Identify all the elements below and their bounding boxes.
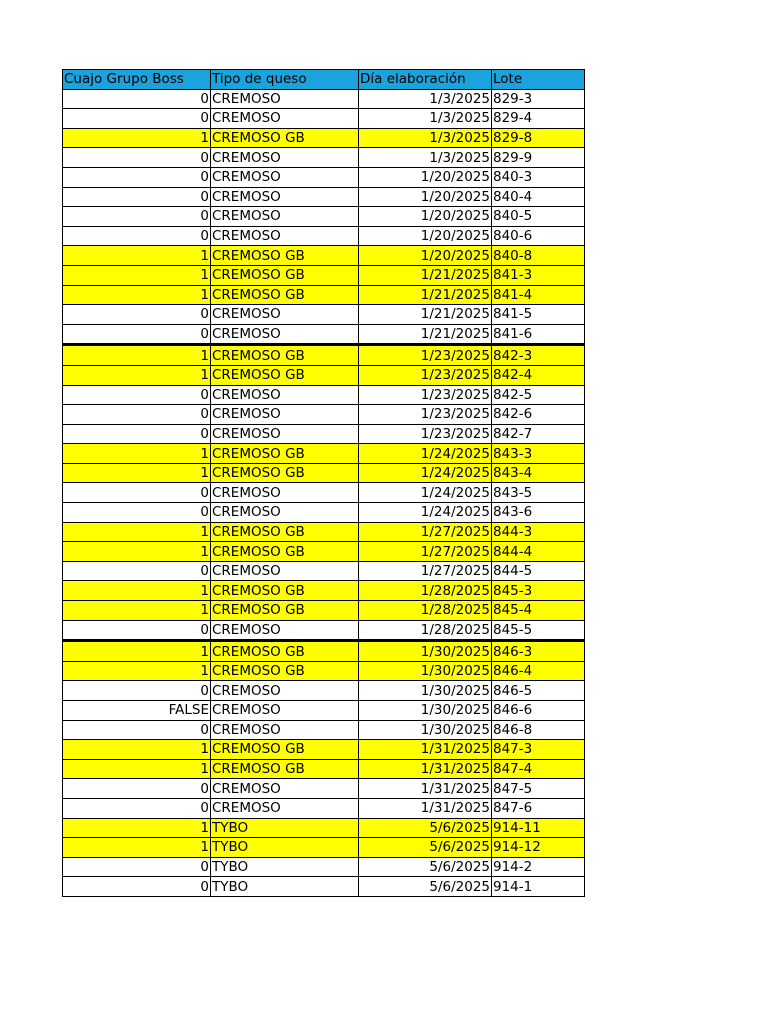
cell-cuajo-grupo-boss[interactable]: FALSE [63, 701, 211, 721]
cell-dia-elaboracion[interactable]: 1/20/2025 [359, 226, 492, 246]
cell-lote[interactable]: 845-5 [492, 620, 585, 641]
cell-cuajo-grupo-boss[interactable]: 0 [63, 779, 211, 799]
cell-lote[interactable]: 914-1 [492, 877, 585, 897]
cell-lote[interactable]: 841-4 [492, 285, 585, 305]
table-row [63, 601, 585, 621]
cell-lote[interactable]: 914-11 [492, 818, 585, 838]
cell-lote[interactable]: 847-4 [492, 759, 585, 779]
cell-lote[interactable]: 842-4 [492, 365, 585, 385]
cell-tipo-de-queso[interactable]: CREMOSO [211, 187, 359, 207]
cell-tipo-de-queso[interactable]: CREMOSO [211, 89, 359, 109]
cell-lote[interactable]: 914-12 [492, 838, 585, 858]
cell-cuajo-grupo-boss[interactable]: 1 [63, 522, 211, 542]
cell-cuajo-grupo-boss[interactable]: 0 [63, 857, 211, 877]
cell-dia-elaboracion[interactable]: 1/28/2025 [359, 601, 492, 621]
cell-tipo-de-queso[interactable]: CREMOSO GB [211, 365, 359, 385]
table-row [63, 503, 585, 523]
cell-dia-elaboracion[interactable]: 1/20/2025 [359, 187, 492, 207]
cell-tipo-de-queso[interactable]: CREMOSO GB [211, 740, 359, 760]
cell-lote[interactable]: 841-5 [492, 305, 585, 325]
cell-tipo-de-queso[interactable]: CREMOSO [211, 561, 359, 581]
cell-dia-elaboracion[interactable]: 1/21/2025 [359, 324, 492, 345]
cell-cuajo-grupo-boss[interactable]: 0 [63, 207, 211, 227]
cell-cuajo-grupo-boss[interactable]: 1 [63, 365, 211, 385]
cell-cuajo-grupo-boss[interactable]: 0 [63, 720, 211, 740]
cell-lote[interactable]: 843-6 [492, 503, 585, 523]
table-row [63, 818, 585, 838]
cell-dia-elaboracion[interactable]: 1/27/2025 [359, 542, 492, 562]
cell-dia-elaboracion[interactable]: 1/3/2025 [359, 89, 492, 109]
cell-tipo-de-queso[interactable]: TYBO [211, 818, 359, 838]
cell-cuajo-grupo-boss[interactable]: 1 [63, 463, 211, 483]
cell-dia-elaboracion[interactable]: 1/24/2025 [359, 483, 492, 503]
cell-cuajo-grupo-boss[interactable]: 0 [63, 877, 211, 897]
cell-dia-elaboracion[interactable]: 1/30/2025 [359, 720, 492, 740]
cell-lote[interactable]: 846-6 [492, 701, 585, 721]
table-row [63, 581, 585, 601]
cell-dia-elaboracion[interactable]: 1/23/2025 [359, 424, 492, 444]
header-dia-elaboracion[interactable]: Día elaboración [359, 70, 492, 90]
cell-lote[interactable]: 845-3 [492, 581, 585, 601]
cell-dia-elaboracion[interactable]: 1/31/2025 [359, 779, 492, 799]
cell-dia-elaboracion[interactable]: 1/30/2025 [359, 661, 492, 681]
cell-lote[interactable]: 846-5 [492, 681, 585, 701]
cell-lote[interactable]: 840-6 [492, 226, 585, 246]
cell-dia-elaboracion[interactable]: 1/21/2025 [359, 285, 492, 305]
cell-lote[interactable]: 846-8 [492, 720, 585, 740]
table-row [63, 798, 585, 818]
header-tipo-de-queso[interactable]: Tipo de queso [211, 70, 359, 90]
cell-tipo-de-queso[interactable]: TYBO [211, 857, 359, 877]
cell-dia-elaboracion[interactable]: 1/23/2025 [359, 365, 492, 385]
cell-dia-elaboracion[interactable]: 1/30/2025 [359, 641, 492, 662]
cell-dia-elaboracion[interactable]: 1/24/2025 [359, 503, 492, 523]
table-row [63, 838, 585, 858]
cell-lote[interactable]: 843-3 [492, 444, 585, 464]
table-row [63, 740, 585, 760]
table-row [63, 265, 585, 285]
cell-tipo-de-queso[interactable]: CREMOSO [211, 779, 359, 799]
table-row [63, 148, 585, 168]
cell-lote[interactable]: 840-4 [492, 187, 585, 207]
cell-dia-elaboracion[interactable]: 1/3/2025 [359, 128, 492, 148]
table-row [63, 701, 585, 721]
cell-cuajo-grupo-boss[interactable]: 1 [63, 581, 211, 601]
cell-dia-elaboracion[interactable]: 1/3/2025 [359, 148, 492, 168]
cell-tipo-de-queso[interactable]: CREMOSO GB [211, 522, 359, 542]
table-row [63, 365, 585, 385]
cell-cuajo-grupo-boss[interactable]: 1 [63, 345, 211, 366]
cell-tipo-de-queso[interactable]: CREMOSO GB [211, 128, 359, 148]
cell-lote[interactable]: 842-3 [492, 345, 585, 366]
cell-lote[interactable]: 840-3 [492, 167, 585, 187]
table-row [63, 246, 585, 266]
cell-cuajo-grupo-boss[interactable]: 1 [63, 444, 211, 464]
cell-lote[interactable]: 914-2 [492, 857, 585, 877]
cell-lote[interactable]: 843-4 [492, 463, 585, 483]
table-row [63, 385, 585, 405]
cell-tipo-de-queso[interactable]: CREMOSO [211, 305, 359, 325]
cell-cuajo-grupo-boss[interactable]: 0 [63, 405, 211, 425]
cell-tipo-de-queso[interactable]: CREMOSO [211, 424, 359, 444]
cell-lote[interactable]: 842-5 [492, 385, 585, 405]
table-row [63, 109, 585, 129]
cell-dia-elaboracion[interactable]: 5/6/2025 [359, 838, 492, 858]
table-row [63, 305, 585, 325]
cell-cuajo-grupo-boss[interactable]: 0 [63, 148, 211, 168]
cell-tipo-de-queso[interactable]: CREMOSO GB [211, 285, 359, 305]
cell-cuajo-grupo-boss[interactable]: 0 [63, 89, 211, 109]
cell-lote[interactable]: 829-4 [492, 109, 585, 129]
table-row [63, 128, 585, 148]
table-row [63, 483, 585, 503]
cell-lote[interactable]: 844-3 [492, 522, 585, 542]
table-row [63, 522, 585, 542]
cell-lote[interactable]: 829-8 [492, 128, 585, 148]
cell-cuajo-grupo-boss[interactable]: 0 [63, 324, 211, 345]
cell-dia-elaboracion[interactable]: 1/23/2025 [359, 405, 492, 425]
table-row [63, 444, 585, 464]
cell-cuajo-grupo-boss[interactable]: 1 [63, 246, 211, 266]
cell-dia-elaboracion[interactable]: 1/3/2025 [359, 109, 492, 129]
cell-tipo-de-queso[interactable]: CREMOSO [211, 226, 359, 246]
table-row [63, 561, 585, 581]
cell-dia-elaboracion[interactable]: 5/6/2025 [359, 877, 492, 897]
cell-dia-elaboracion[interactable]: 1/21/2025 [359, 265, 492, 285]
cell-tipo-de-queso[interactable]: CREMOSO [211, 207, 359, 227]
cell-lote[interactable]: 847-3 [492, 740, 585, 760]
cell-dia-elaboracion[interactable]: 1/30/2025 [359, 701, 492, 721]
cell-cuajo-grupo-boss[interactable]: 0 [63, 681, 211, 701]
cell-lote[interactable]: 847-6 [492, 798, 585, 818]
header-lote[interactable]: Lote [492, 70, 585, 90]
cell-dia-elaboracion[interactable]: 5/6/2025 [359, 857, 492, 877]
table-row [63, 167, 585, 187]
cell-dia-elaboracion[interactable]: 1/20/2025 [359, 167, 492, 187]
table-row [63, 207, 585, 227]
cell-tipo-de-queso[interactable]: CREMOSO GB [211, 661, 359, 681]
cell-cuajo-grupo-boss[interactable]: 1 [63, 641, 211, 662]
table-row [63, 779, 585, 799]
cell-cuajo-grupo-boss[interactable]: 0 [63, 620, 211, 641]
table-row [63, 324, 585, 345]
cell-dia-elaboracion[interactable]: 1/31/2025 [359, 740, 492, 760]
cell-dia-elaboracion[interactable]: 1/24/2025 [359, 444, 492, 464]
table-row [63, 720, 585, 740]
cell-dia-elaboracion[interactable]: 1/31/2025 [359, 759, 492, 779]
cell-tipo-de-queso[interactable]: CREMOSO [211, 385, 359, 405]
cell-tipo-de-queso[interactable]: CREMOSO GB [211, 581, 359, 601]
cell-cuajo-grupo-boss[interactable]: 0 [63, 305, 211, 325]
cell-lote[interactable]: 840-8 [492, 246, 585, 266]
cell-tipo-de-queso[interactable]: CREMOSO [211, 483, 359, 503]
cell-tipo-de-queso[interactable]: CREMOSO [211, 503, 359, 523]
cell-cuajo-grupo-boss[interactable]: 0 [63, 798, 211, 818]
cell-cuajo-grupo-boss[interactable]: 1 [63, 740, 211, 760]
cell-cuajo-grupo-boss[interactable]: 1 [63, 542, 211, 562]
table-row [63, 187, 585, 207]
cell-lote[interactable]: 846-3 [492, 641, 585, 662]
cell-cuajo-grupo-boss[interactable]: 1 [63, 128, 211, 148]
spreadsheet-table [62, 69, 585, 897]
cell-dia-elaboracion[interactable]: 1/20/2025 [359, 246, 492, 266]
table-row [63, 463, 585, 483]
cell-lote[interactable]: 842-6 [492, 405, 585, 425]
cell-tipo-de-queso[interactable]: CREMOSO GB [211, 444, 359, 464]
cell-cuajo-grupo-boss[interactable]: 1 [63, 285, 211, 305]
cell-tipo-de-queso[interactable]: CREMOSO [211, 798, 359, 818]
table-row [63, 285, 585, 305]
cell-lote[interactable]: 847-5 [492, 779, 585, 799]
cell-tipo-de-queso[interactable]: TYBO [211, 877, 359, 897]
cell-tipo-de-queso[interactable]: CREMOSO [211, 620, 359, 641]
cell-cuajo-grupo-boss[interactable]: 0 [63, 561, 211, 581]
cell-tipo-de-queso[interactable]: CREMOSO GB [211, 345, 359, 366]
cell-tipo-de-queso[interactable]: CREMOSO GB [211, 542, 359, 562]
table-row [63, 641, 585, 662]
cell-dia-elaboracion[interactable]: 1/24/2025 [359, 463, 492, 483]
cell-tipo-de-queso[interactable]: CREMOSO [211, 109, 359, 129]
cell-cuajo-grupo-boss[interactable]: 1 [63, 838, 211, 858]
table-row [63, 620, 585, 641]
cell-lote[interactable]: 841-3 [492, 265, 585, 285]
cell-cuajo-grupo-boss[interactable]: 1 [63, 601, 211, 621]
cell-dia-elaboracion[interactable]: 1/30/2025 [359, 681, 492, 701]
cell-tipo-de-queso[interactable]: CREMOSO [211, 324, 359, 345]
cell-lote[interactable]: 846-4 [492, 661, 585, 681]
cell-tipo-de-queso[interactable]: TYBO [211, 838, 359, 858]
cell-cuajo-grupo-boss[interactable]: 0 [63, 503, 211, 523]
cell-dia-elaboracion[interactable]: 1/28/2025 [359, 620, 492, 641]
cell-cuajo-grupo-boss[interactable]: 0 [63, 187, 211, 207]
table-row [63, 345, 585, 366]
cell-lote[interactable]: 844-4 [492, 542, 585, 562]
cell-tipo-de-queso[interactable]: CREMOSO [211, 405, 359, 425]
cell-tipo-de-queso[interactable]: CREMOSO GB [211, 641, 359, 662]
cell-tipo-de-queso[interactable]: CREMOSO [211, 148, 359, 168]
cell-tipo-de-queso[interactable]: CREMOSO [211, 701, 359, 721]
cell-cuajo-grupo-boss[interactable]: 1 [63, 661, 211, 681]
cell-tipo-de-queso[interactable]: CREMOSO GB [211, 463, 359, 483]
cell-dia-elaboracion[interactable]: 1/27/2025 [359, 522, 492, 542]
table-row [63, 661, 585, 681]
cell-lote[interactable]: 844-5 [492, 561, 585, 581]
table-row [63, 877, 585, 897]
cell-cuajo-grupo-boss[interactable]: 0 [63, 226, 211, 246]
cell-cuajo-grupo-boss[interactable]: 0 [63, 109, 211, 129]
cell-cuajo-grupo-boss[interactable]: 0 [63, 483, 211, 503]
cell-dia-elaboracion[interactable]: 1/23/2025 [359, 385, 492, 405]
cell-lote[interactable]: 845-4 [492, 601, 585, 621]
cell-dia-elaboracion[interactable]: 1/23/2025 [359, 345, 492, 366]
cell-dia-elaboracion[interactable]: 5/6/2025 [359, 818, 492, 838]
cell-lote[interactable]: 842-7 [492, 424, 585, 444]
cell-lote[interactable]: 843-5 [492, 483, 585, 503]
cell-lote[interactable]: 840-5 [492, 207, 585, 227]
header-cuajo-grupo-boss[interactable]: Cuajo Grupo Boss [63, 70, 211, 90]
cell-lote[interactable]: 829-9 [492, 148, 585, 168]
table-row [63, 759, 585, 779]
table-row [63, 857, 585, 877]
cell-tipo-de-queso[interactable]: CREMOSO GB [211, 246, 359, 266]
table-row [63, 542, 585, 562]
cell-cuajo-grupo-boss[interactable]: 1 [63, 759, 211, 779]
header-row [63, 70, 585, 90]
cell-tipo-de-queso[interactable]: CREMOSO [211, 167, 359, 187]
table-row [63, 424, 585, 444]
table-row [63, 405, 585, 425]
cell-tipo-de-queso[interactable]: CREMOSO [211, 720, 359, 740]
cell-cuajo-grupo-boss[interactable]: 1 [63, 818, 211, 838]
cell-tipo-de-queso[interactable]: CREMOSO GB [211, 601, 359, 621]
cell-lote[interactable]: 829-3 [492, 89, 585, 109]
cell-tipo-de-queso[interactable]: CREMOSO GB [211, 265, 359, 285]
cell-cuajo-grupo-boss[interactable]: 0 [63, 424, 211, 444]
table-row [63, 681, 585, 701]
table-row [63, 89, 585, 109]
cell-cuajo-grupo-boss[interactable]: 0 [63, 385, 211, 405]
cell-tipo-de-queso[interactable]: CREMOSO GB [211, 759, 359, 779]
cell-dia-elaboracion[interactable]: 1/21/2025 [359, 305, 492, 325]
cell-dia-elaboracion[interactable]: 1/27/2025 [359, 561, 492, 581]
cell-tipo-de-queso[interactable]: CREMOSO [211, 681, 359, 701]
cell-dia-elaboracion[interactable]: 1/28/2025 [359, 581, 492, 601]
cell-cuajo-grupo-boss[interactable]: 0 [63, 167, 211, 187]
cell-dia-elaboracion[interactable]: 1/20/2025 [359, 207, 492, 227]
cell-dia-elaboracion[interactable]: 1/31/2025 [359, 798, 492, 818]
table-row [63, 226, 585, 246]
cell-lote[interactable]: 841-6 [492, 324, 585, 345]
cell-cuajo-grupo-boss[interactable]: 1 [63, 265, 211, 285]
